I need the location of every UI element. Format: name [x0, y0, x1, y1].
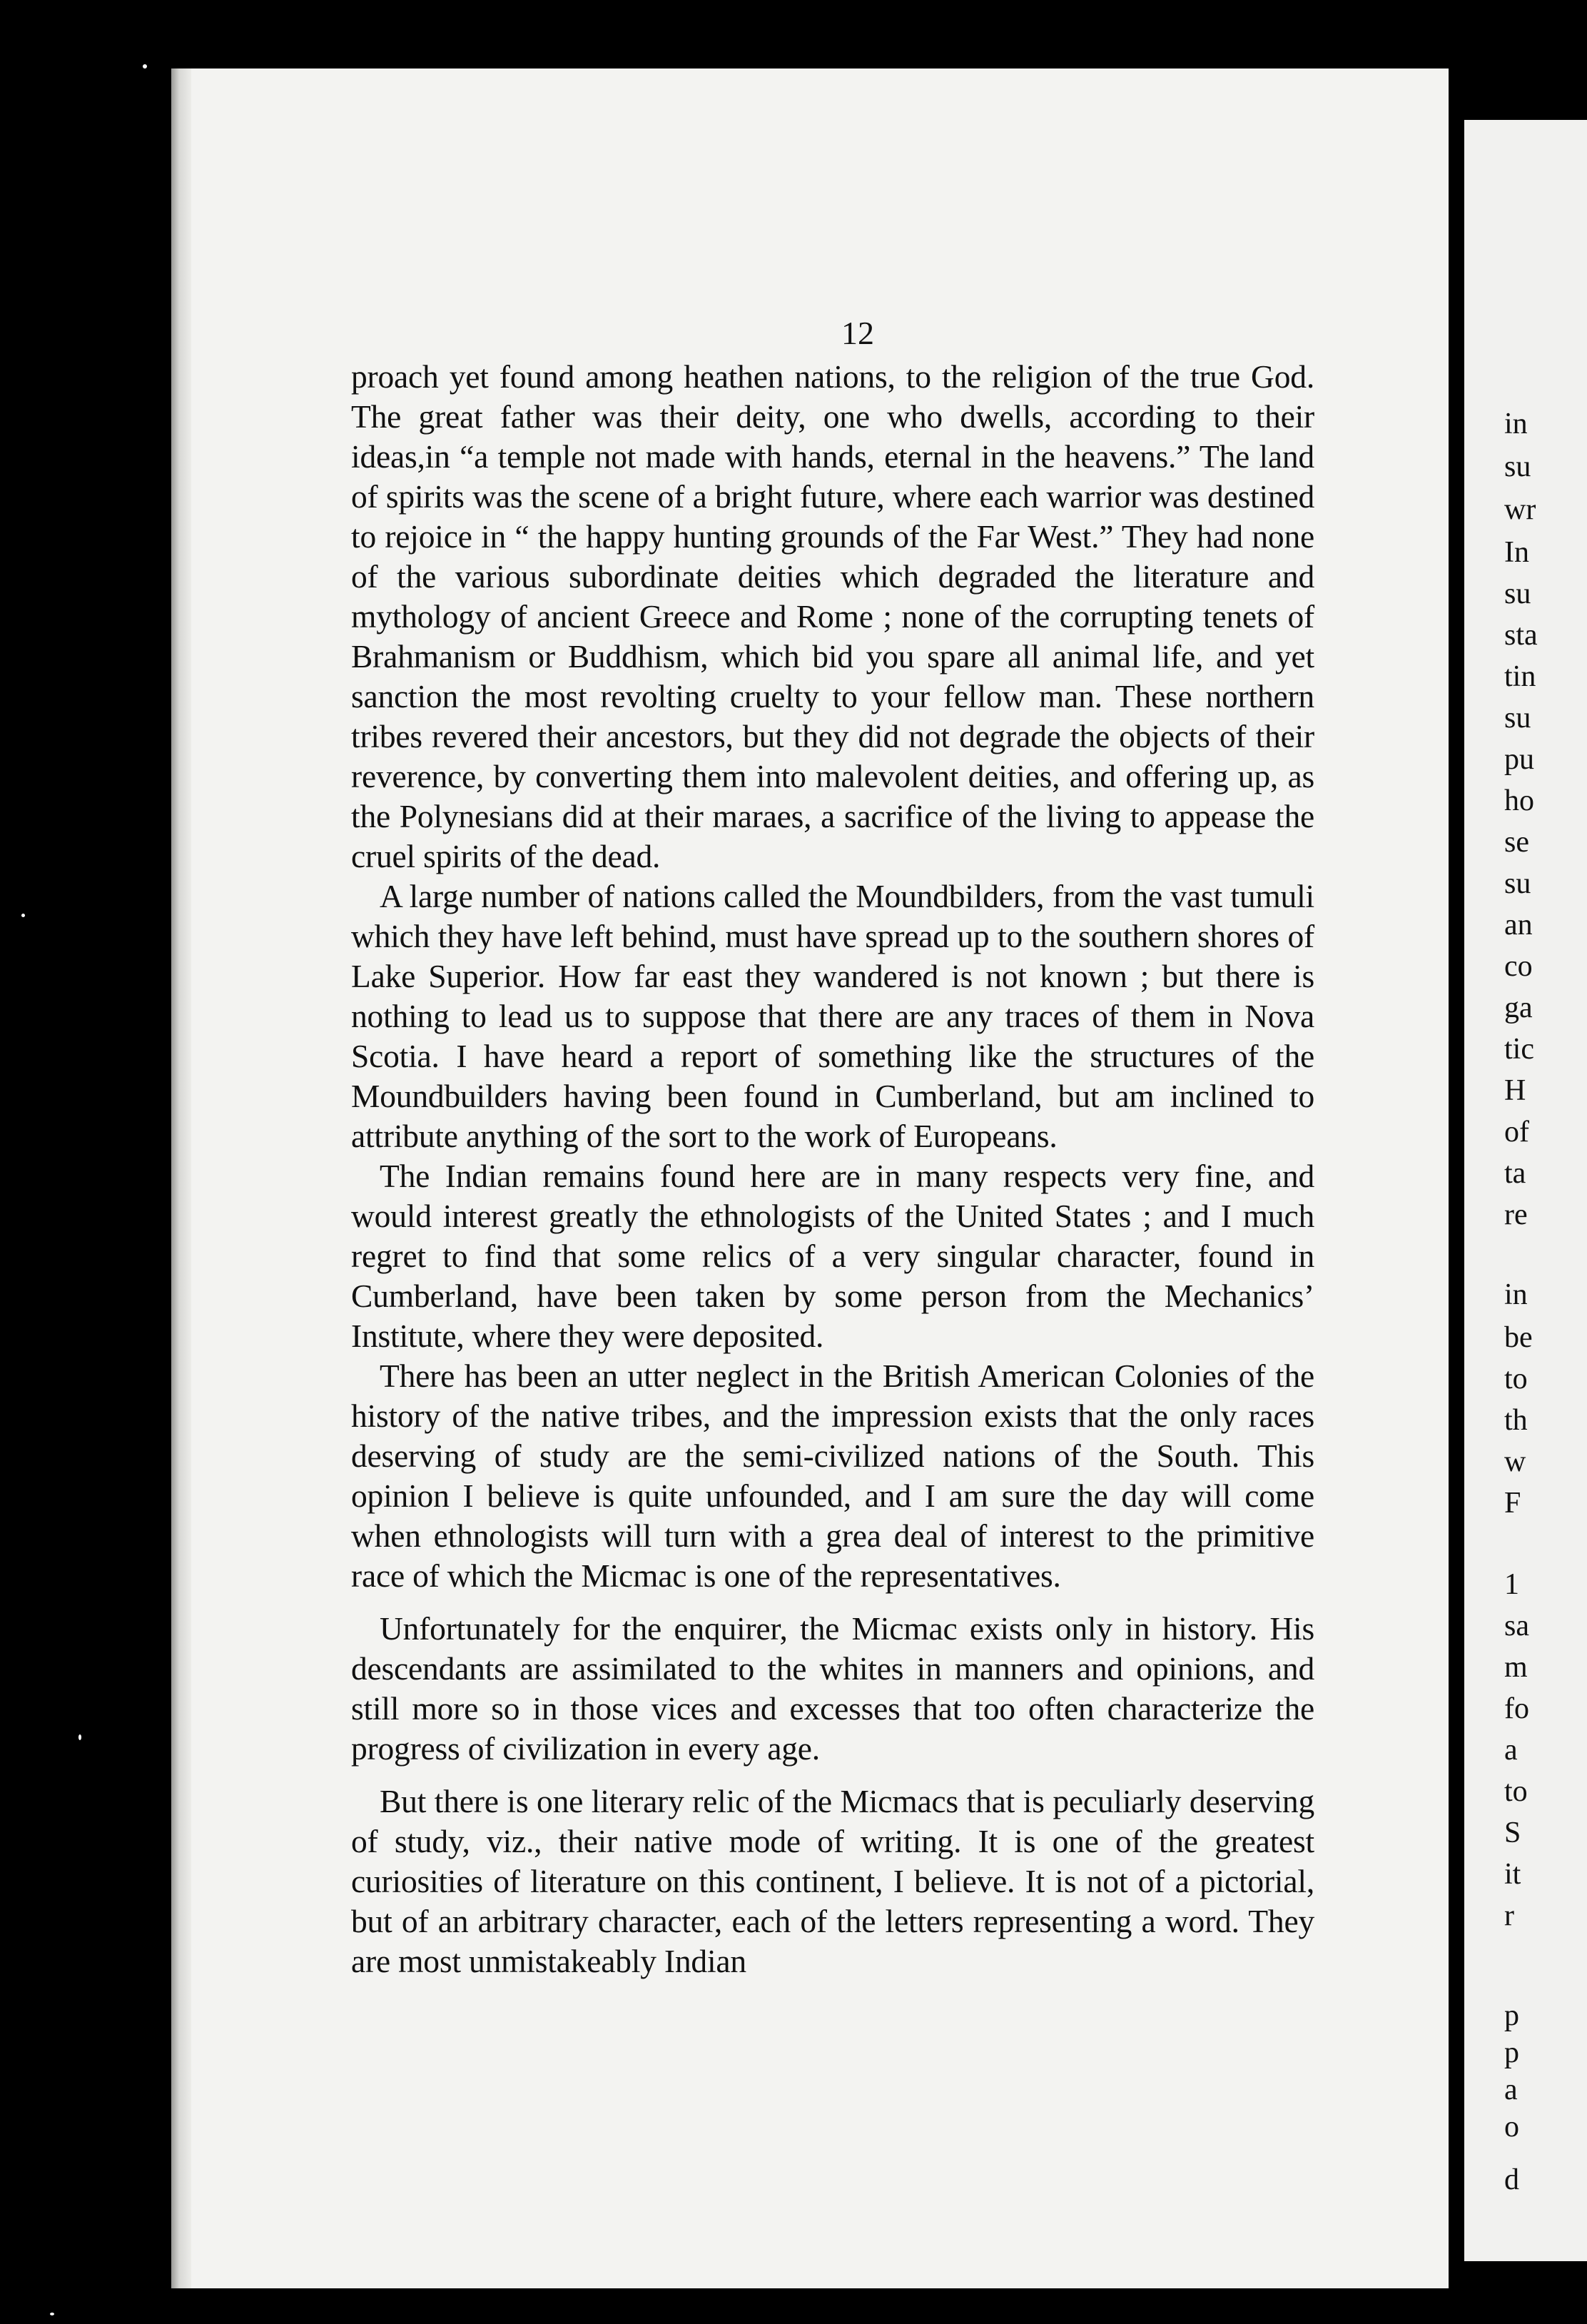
- facing-fragment: su: [1504, 867, 1531, 900]
- facing-fragment: tin: [1504, 660, 1536, 693]
- facing-fragment: In: [1504, 536, 1529, 569]
- facing-fragment: r: [1504, 1899, 1514, 1932]
- page-binding-edge: [171, 69, 191, 2288]
- facing-fragment: a: [1504, 2073, 1518, 2106]
- facing-fragment: in: [1504, 408, 1528, 440]
- facing-fragment: an: [1504, 909, 1533, 941]
- facing-fragment: re: [1504, 1198, 1528, 1231]
- facing-fragment: sa: [1504, 1610, 1529, 1642]
- facing-fragment: co: [1504, 950, 1533, 983]
- facing-fragment: fo: [1504, 1692, 1529, 1725]
- facing-fragment: F: [1504, 1487, 1521, 1520]
- facing-fragment: th: [1504, 1404, 1528, 1437]
- facing-fragment: 1: [1504, 1568, 1519, 1601]
- facing-fragment: su: [1504, 450, 1531, 483]
- facing-fragment: in: [1504, 1278, 1528, 1311]
- page-text: [351, 357, 1314, 1981]
- facing-fragment: it: [1504, 1858, 1521, 1891]
- facing-fragment: to: [1504, 1363, 1528, 1395]
- facing-fragment: wr: [1504, 493, 1536, 526]
- scan-speck: [143, 64, 147, 69]
- scan-speck: [50, 2313, 54, 2315]
- facing-fragment: be: [1504, 1321, 1533, 1354]
- page-number: 12: [841, 315, 874, 351]
- facing-fragment: d: [1504, 2163, 1519, 2196]
- paragraph-4: There has been an utter neglect in the British American Colonies of the history of the native tribes, and the impression exists that the only races deserving of study are the semi-civilized nations of the South. This opinion I believe is quite unfounded, and I am sure the day will come when ethnologists will turn with a grea deal of interest to the primitive race of which the Micmac is one of the representatives.: [351, 1358, 1314, 1594]
- facing-fragment: to: [1504, 1775, 1528, 1808]
- paragraph-6: But there is one literary relic of the Micmacs that is peculiarly deserving of study, viz., their native mode of writing. It is one of the greatest curiosities of literature on this continent, I believe. It is not of a pictorial, but of an arbitrary character, each of the letters representing a word. They are most unmistakeably Indian: [351, 1783, 1314, 1979]
- paragraph-1: proach yet found among heathen nations, to the religion of the true God. The great father was their deity, one who dwells, according to their ideas,in “a temple not made with hands, eternal in the heavens.” The land of spirits was the scene of a bright future, where each warrior was destined to rejoice in “ the happy hunting grounds of the Far West.” They had none of the various subordinate deities which degraded the literature and mythology of ancient Greece and Rome ; none of the corrupting tenets of Brahmanism or Buddhism, which bid you spare all animal life, and yet sanction the most revolting cruelty to your fellow man. These northern tribes revered their ancestors, but they did not degrade the objects of their reverence, by converting them into malevolent deities, and offering up, as the Polynesians did at their maraes, a sacrifice of the living to appease the cruel spirits of the dead.: [351, 358, 1314, 874]
- facing-fragment: p: [1504, 1999, 1519, 2032]
- facing-fragment: se: [1504, 826, 1529, 859]
- facing-fragment: p: [1504, 2036, 1519, 2069]
- facing-fragment: w: [1504, 1445, 1526, 1478]
- facing-fragment: pu: [1504, 743, 1534, 776]
- paragraph-3: The Indian remains found here are in many respects very fine, and would interest greatly the ethnologists of the United States ; and I much regret to find that some relics of a very singular character, found in Cumberland, have been taken by some person from the Mechanics’ Institute, where they were deposited.: [351, 1158, 1314, 1354]
- facing-fragment: ho: [1504, 784, 1534, 817]
- facing-fragment: of: [1504, 1116, 1529, 1148]
- scan-speck: [21, 914, 25, 917]
- facing-fragment: H: [1504, 1074, 1526, 1107]
- facing-fragment: sta: [1504, 619, 1538, 652]
- facing-fragment: S: [1504, 1817, 1521, 1849]
- facing-fragment: o: [1504, 2111, 1519, 2143]
- facing-fragment: a: [1504, 1734, 1518, 1767]
- paragraph-5: Unfortunately for the enquirer, the Micmac exists only in history. His descendants are assimilated to the whites in manners and opinions, and still more so in those vices and excesses that too often characterize the progress of civilization in every age.: [351, 1610, 1314, 1767]
- facing-fragment: tic: [1504, 1033, 1534, 1066]
- facing-fragment: su: [1504, 702, 1531, 734]
- facing-page: [1464, 120, 1587, 2261]
- facing-fragment: su: [1504, 577, 1531, 610]
- facing-fragment: m: [1504, 1651, 1528, 1684]
- paragraph-2: A large number of nations called the Moundbilders, from the vast tumuli which they have left behind, must have spread up to the southern shores of Lake Superior. How far east they wandered is not known ; but there is nothing to lead us to suppose that there are any traces of them in Nova Scotia. I have heard a report of something like the structures of the Moundbuilders having been found in Cumberland, but am inclined to attribute anything of the sort to the work of Europeans.: [351, 878, 1314, 1154]
- facing-fragment: ga: [1504, 991, 1533, 1024]
- scan-speck: [78, 1734, 81, 1740]
- facing-fragment: ta: [1504, 1157, 1526, 1190]
